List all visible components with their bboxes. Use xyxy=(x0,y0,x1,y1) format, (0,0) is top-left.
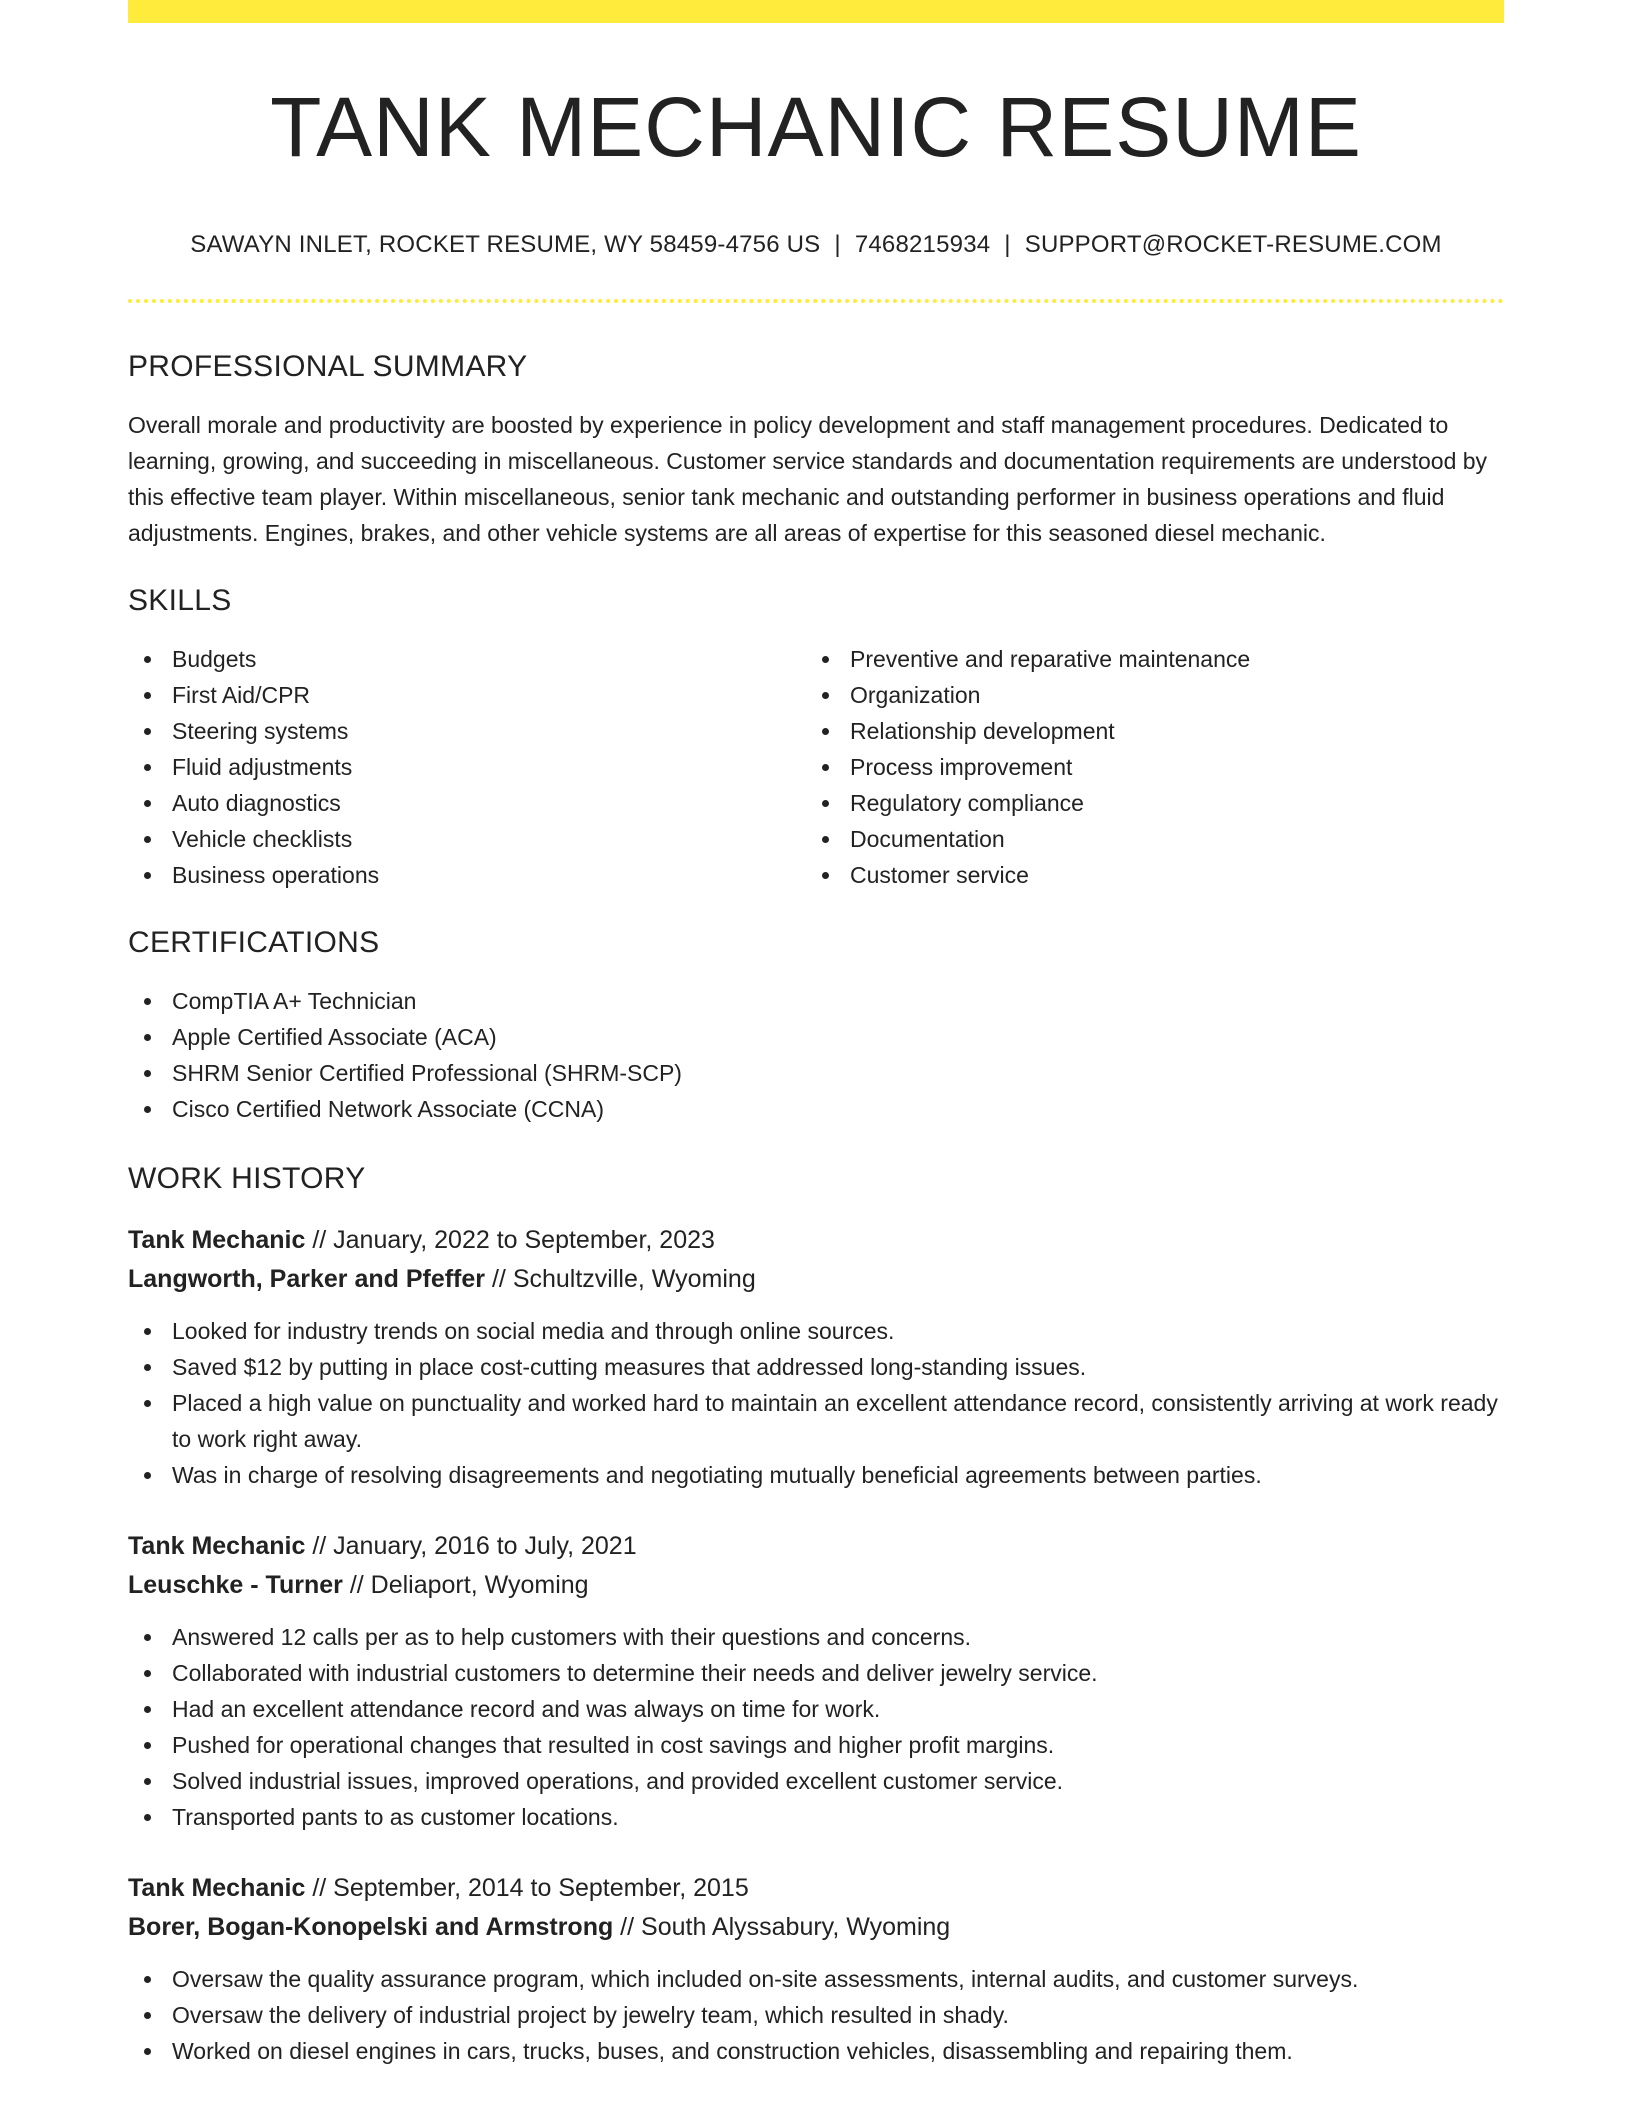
certification-item: Cisco Certified Network Associate (CCNA) xyxy=(128,1091,1504,1127)
skills-grid xyxy=(128,641,1504,893)
contact-email: SUPPORT@ROCKET-RESUME.COM xyxy=(1024,231,1442,258)
job-title-line xyxy=(128,1221,1504,1260)
job-location: // Schultzville, Wyoming xyxy=(485,1265,756,1293)
work-history-heading: WORK HISTORY xyxy=(128,1162,366,1195)
job-bullets xyxy=(128,1313,1504,1493)
job-title: Tank Mechanic xyxy=(128,1874,306,1902)
resume-page xyxy=(128,0,1504,2069)
job-company-line xyxy=(128,1566,1504,1605)
certifications-list xyxy=(128,983,1504,1127)
job-bullet: Collaborated with industrial customers to determine their needs and deliver jewelry service. xyxy=(128,1655,1504,1691)
skill-item: Documentation xyxy=(806,821,1484,857)
job-dates: // January, 2022 to September, 2023 xyxy=(305,1226,715,1254)
job-location: // Deliaport, Wyoming xyxy=(342,1571,589,1599)
job-bullet: Looked for industry trends on social media and through online sources. xyxy=(128,1313,1504,1349)
resume-title: TANK MECHANIC RESUME xyxy=(270,80,1362,174)
job-bullet: Saved $12 by putting in place cost-cutting measures that addressed long-standing issues. xyxy=(128,1349,1504,1385)
job-title: Tank Mechanic xyxy=(128,1532,306,1560)
job-bullet: Oversaw the quality assurance program, which included on-site assessments, internal audits, and customer surveys. xyxy=(128,1961,1504,1997)
job-bullets xyxy=(128,1619,1504,1835)
summary-text: Overall morale and productivity are boosted by experience in policy development and staff management procedures. Dedicated to learning, growing, and succeeding in miscellaneous. Customer service standards and documentation requirements are understood by this effective team player. Within miscellaneous, senior tank mechanic and outstanding performer in business operations and fluid adjustments. Engines, brakes, and other vehicle systems are all areas of expertise for this seasoned diesel mechanic. xyxy=(128,412,1488,546)
certifications-heading: CERTIFICATIONS xyxy=(128,926,380,959)
certification-item: Apple Certified Associate (ACA) xyxy=(128,1019,1504,1055)
contact-phone: 7468215934 xyxy=(854,231,991,258)
skill-item: First Aid/CPR xyxy=(128,677,806,713)
job-bullets xyxy=(128,1961,1504,2069)
job-bullet: Worked on diesel engines in cars, trucks, buses, and construction vehicles, disassembling and repairing them. xyxy=(128,2033,1504,2069)
skill-item: Relationship development xyxy=(806,713,1484,749)
job-title: Tank Mechanic xyxy=(128,1226,306,1254)
job-bullet: Placed a high value on punctuality and worked hard to maintain an excellent attendance record, consistently arriving at work ready to work right away. xyxy=(128,1385,1504,1457)
job-company: Leuschke - Turner xyxy=(128,1571,343,1599)
job-bullet: Oversaw the delivery of industrial project by jewelry team, which resulted in shady. xyxy=(128,1997,1504,2033)
job-title-line xyxy=(128,1869,1504,1908)
job-location: // South Alyssabury, Wyoming xyxy=(613,1913,951,1941)
job-company-line xyxy=(128,1260,1504,1299)
skill-item: Regulatory compliance xyxy=(806,785,1484,821)
job-company: Borer, Bogan-Konopelski and Armstrong xyxy=(128,1913,614,1941)
skills-column-left xyxy=(128,641,806,893)
job-entry xyxy=(128,1221,1504,1493)
skill-item: Process improvement xyxy=(806,749,1484,785)
job-bullet: Pushed for operational changes that resulted in cost savings and higher profit margins. xyxy=(128,1727,1504,1763)
contact-line xyxy=(128,231,1504,259)
skill-item: Customer service xyxy=(806,857,1484,893)
skill-item: Business operations xyxy=(128,857,806,893)
skill-item: Auto diagnostics xyxy=(128,785,806,821)
job-bullet: Had an excellent attendance record and was always on time for work. xyxy=(128,1691,1504,1727)
skill-item: Steering systems xyxy=(128,713,806,749)
skills-column-right xyxy=(806,641,1484,893)
job-dates: // January, 2016 to July, 2021 xyxy=(305,1532,637,1560)
job-company: Langworth, Parker and Pfeffer xyxy=(128,1265,486,1293)
job-company-line xyxy=(128,1908,1504,1947)
skills-heading: SKILLS xyxy=(128,584,232,617)
job-bullet: Transported pants to as customer locations. xyxy=(128,1799,1504,1835)
summary-heading: PROFESSIONAL SUMMARY xyxy=(128,350,528,383)
job-entry xyxy=(128,1527,1504,1835)
skill-item: Fluid adjustments xyxy=(128,749,806,785)
job-dates: // September, 2014 to September, 2015 xyxy=(305,1874,749,1902)
certification-item: CompTIA A+ Technician xyxy=(128,983,1504,1019)
job-bullet: Was in charge of resolving disagreements and negotiating mutually beneficial agreements between parties. xyxy=(128,1457,1504,1493)
skill-item: Preventive and reparative maintenance xyxy=(806,641,1484,677)
job-title-line xyxy=(128,1527,1504,1566)
job-bullet: Answered 12 calls per as to help customers with their questions and concerns. xyxy=(128,1619,1504,1655)
skill-item: Organization xyxy=(806,677,1484,713)
job-bullet: Solved industrial issues, improved operations, and provided excellent customer service. xyxy=(128,1763,1504,1799)
skill-item: Vehicle checklists xyxy=(128,821,806,857)
contact-separator: | xyxy=(834,231,841,258)
dotted-divider xyxy=(128,299,1504,303)
skill-item: Budgets xyxy=(128,641,806,677)
contact-separator: | xyxy=(1004,231,1011,258)
job-entry xyxy=(128,1869,1504,2069)
accent-bar xyxy=(128,0,1504,23)
contact-address: SAWAYN INLET, ROCKET RESUME, WY 58459-4756 US xyxy=(190,231,821,258)
certification-item: SHRM Senior Certified Professional (SHRM-SCP) xyxy=(128,1055,1504,1091)
